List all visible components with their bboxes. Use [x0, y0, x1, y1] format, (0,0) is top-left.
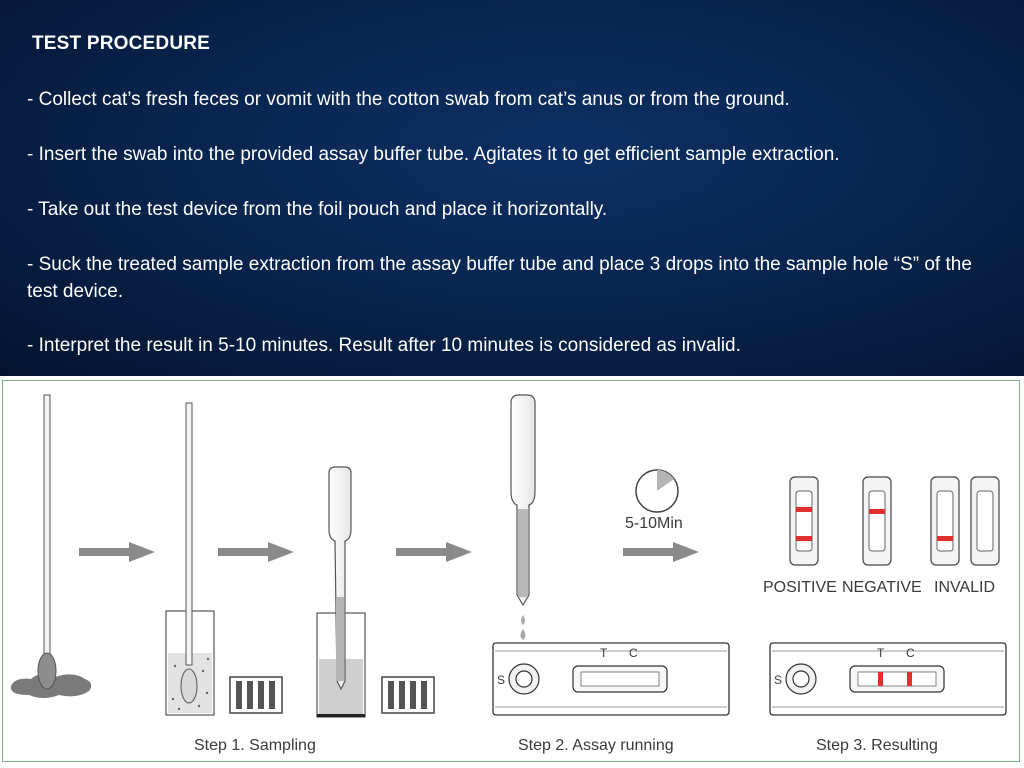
timer-label: 5-10Min: [625, 515, 683, 532]
instruction-step-2: - Insert the swab into the provided assay buffer tube. Agitates it to get efficient sample extraction.: [27, 144, 840, 165]
instructions-panel: [0, 0, 1024, 376]
timer-icon: [636, 470, 678, 512]
instruction-step-1: - Collect cat’s fresh feces or vomit with the cotton swab from cat’s anus or from the ground.: [27, 89, 790, 110]
result-negative-icon: [863, 477, 891, 565]
dropper-in-tube-icon: [317, 467, 365, 717]
procedure-illustration: [2, 380, 1020, 762]
caption-step-1: Step 1. Sampling: [194, 737, 316, 754]
positive-label: POSITIVE: [763, 579, 837, 596]
dropper-icon: [511, 395, 535, 640]
control-line-mark: C: [629, 646, 638, 660]
instruction-step-3: - Take out the test device from the foil pouch and place it horizontally.: [27, 199, 608, 220]
swab-in-tube-icon: [166, 403, 214, 715]
page-title: TEST PROCEDURE: [32, 33, 211, 54]
sample-hole-mark: S: [497, 673, 506, 687]
caption-step-2: Step 2. Assay running: [518, 737, 674, 754]
control-line-mark: C: [906, 646, 915, 660]
instruction-step-5: - Interpret the result in 5-10 minutes. Result after 10 minutes is considered as invalid.: [27, 335, 741, 356]
tube-rack-icon: [230, 677, 282, 713]
test-line-mark: T: [600, 646, 608, 660]
arrow-right-icon: [218, 542, 294, 562]
arrow-right-icon: [623, 542, 699, 562]
swab-on-sample-icon: [11, 395, 91, 698]
result-invalid-icon: [931, 477, 999, 565]
procedure-drawing: [3, 381, 1019, 761]
test-line-mark: T: [877, 646, 885, 660]
arrow-right-icon: [79, 542, 155, 562]
arrow-right-icon: [396, 542, 472, 562]
instruction-step-4: - Suck the treated sample extraction from the assay buffer tube and place 3 drops into the sample hole “S” of the test device.: [27, 254, 972, 302]
caption-step-3: Step 3. Resulting: [816, 737, 938, 754]
negative-label: NEGATIVE: [842, 579, 922, 596]
invalid-label: INVALID: [934, 579, 996, 596]
sample-hole-mark: S: [774, 673, 783, 687]
tube-rack-icon: [382, 677, 434, 713]
test-device-step2: [493, 643, 729, 715]
test-device-step3: [770, 643, 1006, 715]
result-positive-icon: [790, 477, 818, 565]
